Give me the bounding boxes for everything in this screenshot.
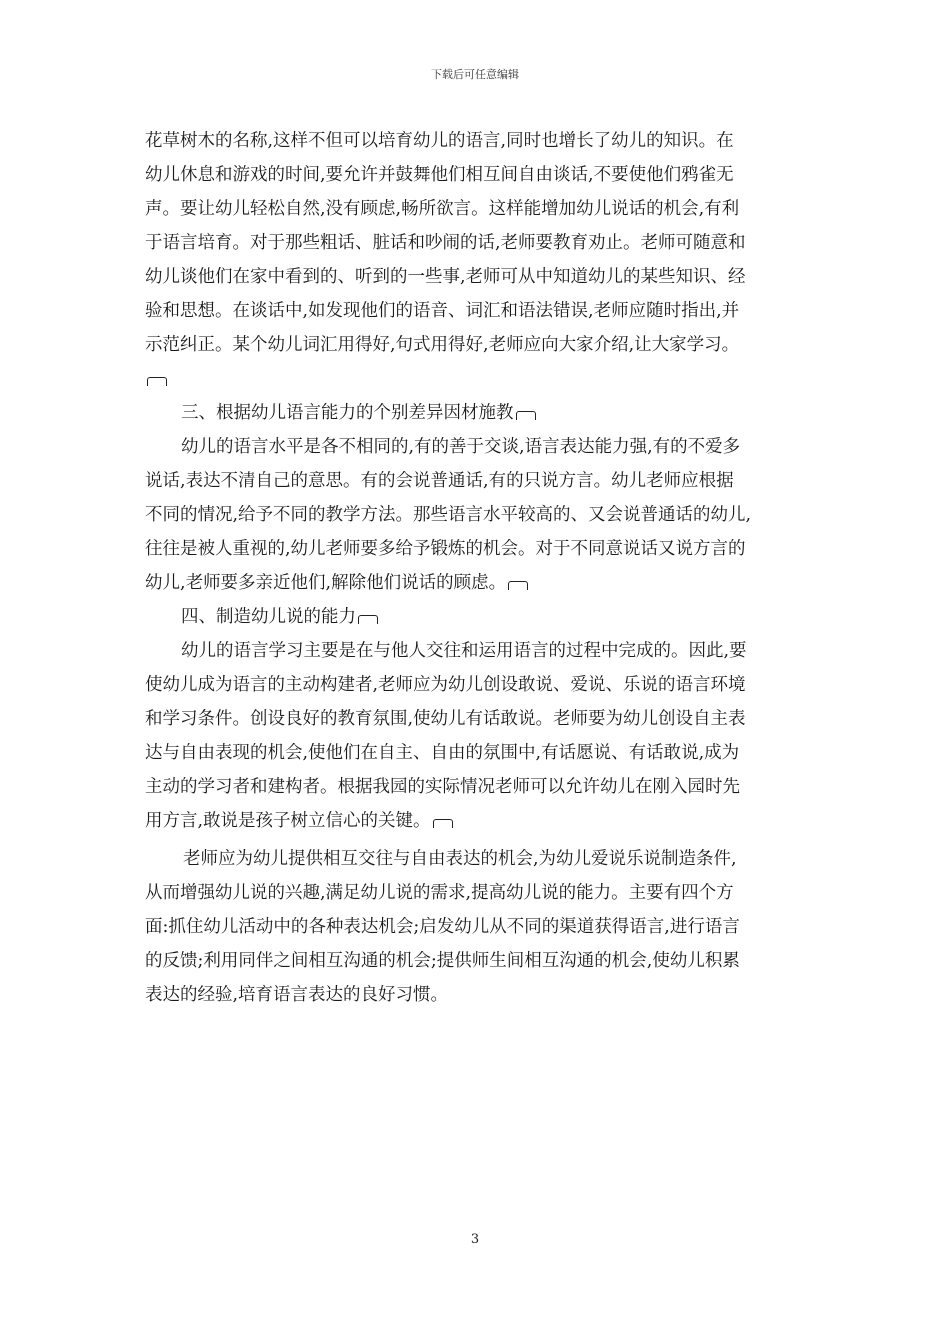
text-line: 面:抓住幼儿活动中的各种表达机会;启发幼儿从不同的渠道获得语言,进行语言 [145, 917, 740, 937]
section-heading [145, 600, 810, 634]
paragraph-mark-icon [147, 377, 167, 386]
paragraph-mark-icon [508, 581, 528, 590]
page-header: 下载后可任意编辑 [431, 68, 519, 81]
text-line: 主动的学习者和建构者。根据我园的实际情况老师可以允许幼儿在刚入园时先 [145, 777, 740, 797]
text-line: 幼儿的语言学习主要是在与他人交往和运用语言的过程中完成的。因此,要 [181, 641, 747, 661]
paragraph-mark-icon [433, 819, 453, 828]
text-line: 幼儿的语言水平是各不相同的,有的善于交谈,语言表达能力强,有的不爱多 [181, 437, 741, 457]
paragraph-mark-icon [516, 411, 536, 420]
text-line: 不同的情况,给予不同的教学方法。那些语言水平较高的、又会说普通话的幼儿, [145, 505, 752, 525]
section-4-title: 四、制造幼儿说的能力 [181, 607, 356, 627]
text-line: 用方言,敢说是孩子树立信心的关键。 [145, 811, 431, 831]
text-line: 声。要让幼儿轻松自然,没有顾虑,畅所欲言。这样能增加幼儿说话的机会,有利 [145, 199, 740, 219]
text-line: 花草树木的名称,这样不但可以培育幼儿的语言,同时也增长了幼儿的知识。在 [145, 131, 734, 151]
document-body [145, 124, 810, 1012]
section-3 [145, 396, 810, 600]
paragraph-mark-icon [358, 615, 378, 624]
page-number: 3 [470, 1232, 480, 1247]
text-line: 表达的经验,培育语言表达的良好习惯。 [145, 985, 449, 1005]
text-line: 幼儿谈他们在家中看到的、听到的一些事,老师可从中知道幼儿的某些知识、经 [145, 267, 746, 287]
text-line: 说话,表达不清自己的意思。有的会说普通话,有的只说方言。幼儿老师应根据 [145, 471, 734, 491]
text-line: 验和思想。在谈话中,如发现他们的语音、词汇和语法错误,老师应随时指出,并 [145, 301, 740, 321]
text-line-end [145, 566, 810, 600]
text-line: 幼儿,老师要多亲近他们,解除他们说话的顾虑。 [145, 573, 507, 593]
section-heading [145, 396, 810, 430]
text-line: 达与自由表现的机会,使他们在自主、自由的氛围中,有话愿说、有话敢说,成为 [145, 743, 740, 763]
text-line: 于语言培育。对于那些粗话、脏话和吵闹的话,老师要教育劝止。老师可随意和 [145, 233, 746, 253]
text-line: 和学习条件。创设良好的教育氛围,使幼儿有话敢说。老师要为幼儿创设自主表 [145, 709, 746, 729]
text-line: 使幼儿成为语言的主动构建者,老师应为幼儿创设敢说、爱说、乐说的语言环境 [145, 675, 746, 695]
text-line: 老师应为幼儿提供相互交往与自由表达的机会,为幼儿爱说乐说制造条件, [183, 849, 737, 869]
text-line: 幼儿休息和游戏的时间,要允许并鼓舞他们相互间自由谈话,不要使他们鸦雀无 [145, 165, 734, 185]
text-line-end [145, 804, 810, 838]
text-line: 的反馈;利用同伴之间相互沟通的机会;提供师生间相互沟通的机会,使幼儿积累 [145, 951, 740, 971]
paragraph-5 [145, 842, 810, 1012]
section-3-title: 三、根据幼儿语言能力的个别差异因材施教 [181, 403, 514, 423]
text-line: 示范纠正。某个幼儿词汇用得好,句式用得好,老师应向大家介绍,让大家学习。 [145, 335, 740, 355]
paragraph-mark-line [145, 362, 810, 396]
text-line: 往往是被人重视的,幼儿老师要多给予锻炼的机会。对于不同意说话又说方言的 [145, 539, 746, 559]
text-line: 从而增强幼儿说的兴趣,满足幼儿说的需求,提高幼儿说的能力。主要有四个方 [145, 883, 734, 903]
section-4 [145, 600, 810, 838]
paragraph-1 [145, 124, 810, 396]
